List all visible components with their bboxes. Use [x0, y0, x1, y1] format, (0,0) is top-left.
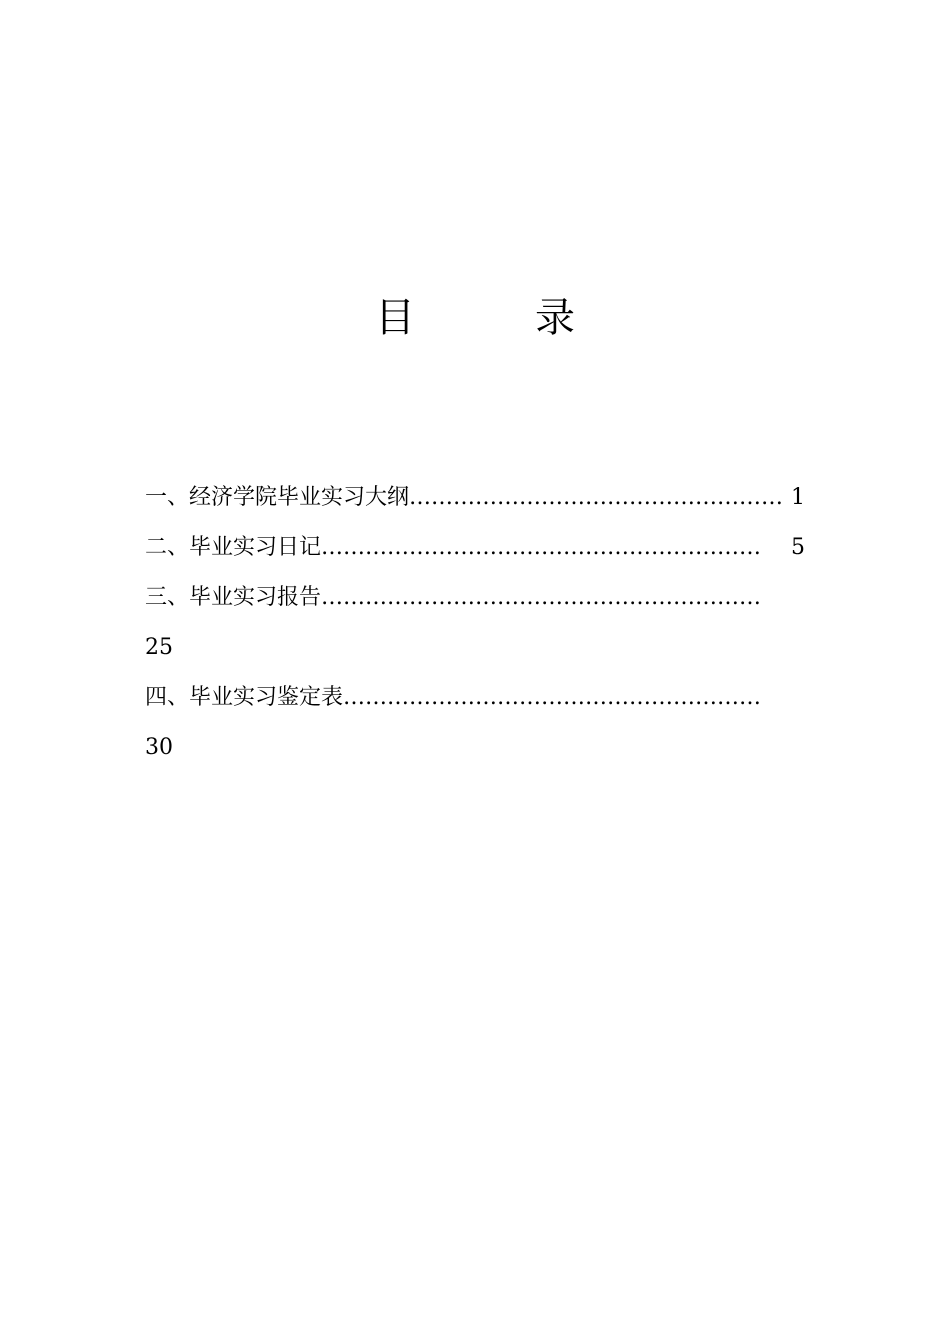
toc-entry-leader: ……………………………………………………: [321, 585, 762, 610]
toc-entry-page: 1: [791, 485, 805, 510]
toc-entry-label: 一、经济学院毕业实习大纲: [145, 485, 410, 510]
table-of-contents: [145, 478, 805, 778]
toc-entry-page: 30: [145, 735, 173, 760]
toc-entry-3-page-line: [145, 628, 805, 678]
toc-entry-label: 四、毕业实习鉴定表: [145, 685, 344, 710]
toc-entry-page: 5: [791, 535, 805, 560]
toc-entry-label: 三、毕业实习报告: [145, 585, 322, 610]
toc-entry-label: 二、毕业实习日记: [145, 535, 322, 560]
toc-entry-4-page-line: [145, 728, 805, 778]
toc-entry-leader: ……………………………………………………: [321, 535, 762, 560]
toc-entry-leader: ……………………………………………: [409, 485, 784, 510]
toc-entry-1[interactable]: [145, 478, 805, 528]
page-title: [0, 290, 950, 346]
toc-entry-page: 25: [145, 635, 173, 660]
toc-entry-leader: …………………………………………………: [343, 685, 762, 710]
title-char-2: 录: [535, 295, 575, 341]
toc-entry-2[interactable]: [145, 528, 805, 578]
toc-entry-4[interactable]: [145, 678, 805, 728]
toc-entry-3[interactable]: [145, 578, 805, 628]
title-char-1: 目: [375, 295, 415, 341]
